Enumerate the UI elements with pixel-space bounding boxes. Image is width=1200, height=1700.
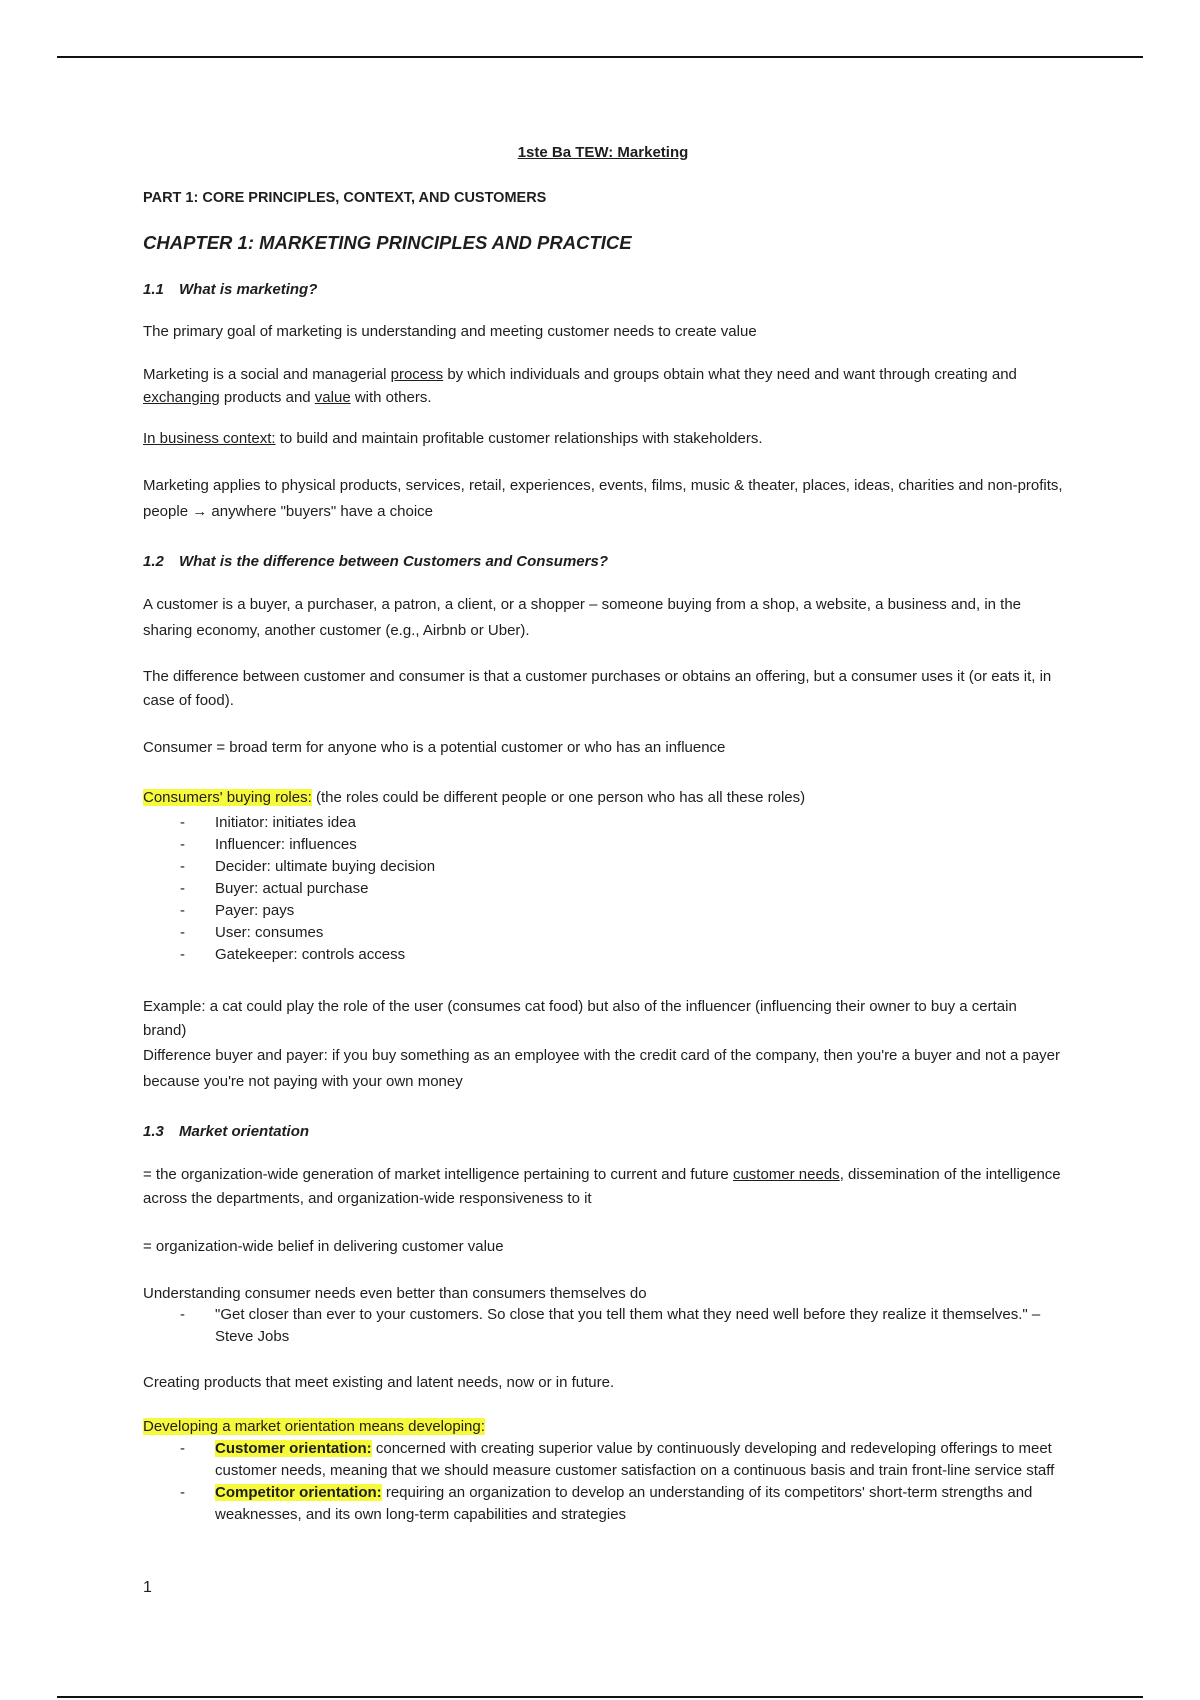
underlined-exchanging: exchanging: [143, 389, 220, 406]
list-item: - Buyer: actual purchase: [143, 878, 1063, 900]
paragraph-market-orientation: = the organization-wide generation of market intelligence pertaining to current and future customer needs, dissemination of the intelligence across the departments, and organization-wide responsiveness to it: [143, 1166, 1061, 1207]
section-title: What is the difference between Customers and Consumers?: [179, 553, 608, 570]
underlined-process: process: [390, 366, 444, 383]
part-heading: PART 1: CORE PRINCIPLES, CONTEXT, AND CUSTOMERS: [143, 190, 547, 206]
buying-roles-list: [143, 812, 1063, 966]
list-item: - Decider: ultimate buying decision: [143, 856, 1063, 878]
paragraph-consumer: Consumer = broad term for anyone who is a potential customer or who has an influence: [143, 739, 726, 756]
paragraph-difference: The difference between customer and consumer is that a customer purchases or obtains an offering, but a consumer uses it (or eats it, in case of food).: [143, 668, 1052, 709]
header-rule: [57, 56, 1143, 58]
underlined-customer-needs: customer needs: [732, 1166, 840, 1183]
section-number: 1.3: [143, 1123, 164, 1140]
list-item: - Payer: pays: [143, 900, 1063, 922]
paragraph-understanding: Understanding consumer needs even better than consumers themselves do: [143, 1285, 647, 1302]
section-heading-1-2: [143, 553, 1063, 570]
highlight-buying-roles: Consumers' buying roles:: [143, 789, 312, 806]
paragraph-buying-roles: Consumers' buying roles: (the roles could be different people or one person who has all these roles): [143, 789, 806, 806]
paragraph-developing: [143, 1415, 1063, 1438]
paragraph-buyer-payer: Difference buyer and payer: if you buy something as an employee with the credit card of the company, then you're a buyer and not a payer because you're not paying with your own money: [143, 1047, 1061, 1090]
section-heading-1-3: [143, 1123, 1063, 1140]
orientation-list: [143, 1438, 1063, 1526]
paragraph-example: Example: a cat could play the role of the user (consumes cat food) but also of the influencer (influencing their owner to buy a certain brand): [143, 998, 1017, 1039]
quote-list: [143, 1304, 1063, 1348]
list-item: - User: consumes: [143, 922, 1063, 944]
paragraph-belief: = organization-wide belief in delivering customer value: [143, 1238, 504, 1255]
paragraph-definition: Marketing is a social and managerial process by which individuals and groups obtain what they need and want through creating and exchanging products and value with others.: [143, 366, 1017, 406]
highlight-customer-orientation: Customer orientation:: [215, 1440, 372, 1457]
section-title: Market orientation: [179, 1123, 310, 1140]
section-title: What is marketing?: [179, 281, 318, 298]
paragraph-applies: Marketing applies to physical products, services, retail, experiences, events, films, music & theater, places, ideas, charities and non-profits, people → anywhere "buyers" have a choice: [143, 477, 1063, 520]
paragraph-goal: The primary goal of marketing is understanding and meeting customer needs to create value: [143, 323, 757, 340]
list-item-quote: - "Get closer than ever to your customers. So close that you tell them what they need well before they realize it themselves." – Steve Jobs: [143, 1304, 1063, 1348]
document-title: 1ste Ba TEW: Marketing: [517, 144, 689, 161]
list-item: - Initiator: initiates idea: [143, 812, 1063, 834]
section-number: 1.2: [143, 553, 164, 570]
list-item-customer-orientation: - Customer orientation: concerned with creating superior value by continuously developing and redeveloping offerings to meet customer needs, meaning that we should measure customer satisfaction on a continuous basis and train front-line service staff: [143, 1438, 1063, 1482]
paragraph-business-context: In business context: to build and maintain profitable customer relationships with stakeholders.: [143, 430, 763, 447]
underlined-value: value: [314, 389, 351, 406]
business-context-label: In business context:: [143, 430, 276, 447]
paragraph-customer: A customer is a buyer, a purchaser, a patron, a client, or a shopper – someone buying from a shop, a website, a business and, in the sharing economy, another customer (e.g., Airbnb or Uber).: [143, 596, 1022, 639]
page-number: 1: [143, 1579, 152, 1596]
paragraph-creating: Creating products that meet existing and latent needs, now or in future.: [143, 1374, 615, 1391]
highlight-competitor-orientation: Competitor orientation:: [215, 1484, 382, 1501]
footer-rule: [57, 1696, 1143, 1698]
list-item: - Gatekeeper: controls access: [143, 944, 1063, 966]
list-item: - Influencer: influences: [143, 834, 1063, 856]
highlight-developing: Developing a market orientation means developing:: [143, 1418, 485, 1435]
section-heading-1-1: [143, 281, 1063, 298]
section-number: 1.1: [143, 281, 164, 298]
chapter-heading: CHAPTER 1: MARKETING PRINCIPLES AND PRACTICE: [143, 232, 632, 253]
list-item-competitor-orientation: - Competitor orientation: requiring an organization to develop an understanding of its competitors' short-term strengths and weaknesses, and its own long-term capabilities and strategies: [143, 1482, 1063, 1526]
